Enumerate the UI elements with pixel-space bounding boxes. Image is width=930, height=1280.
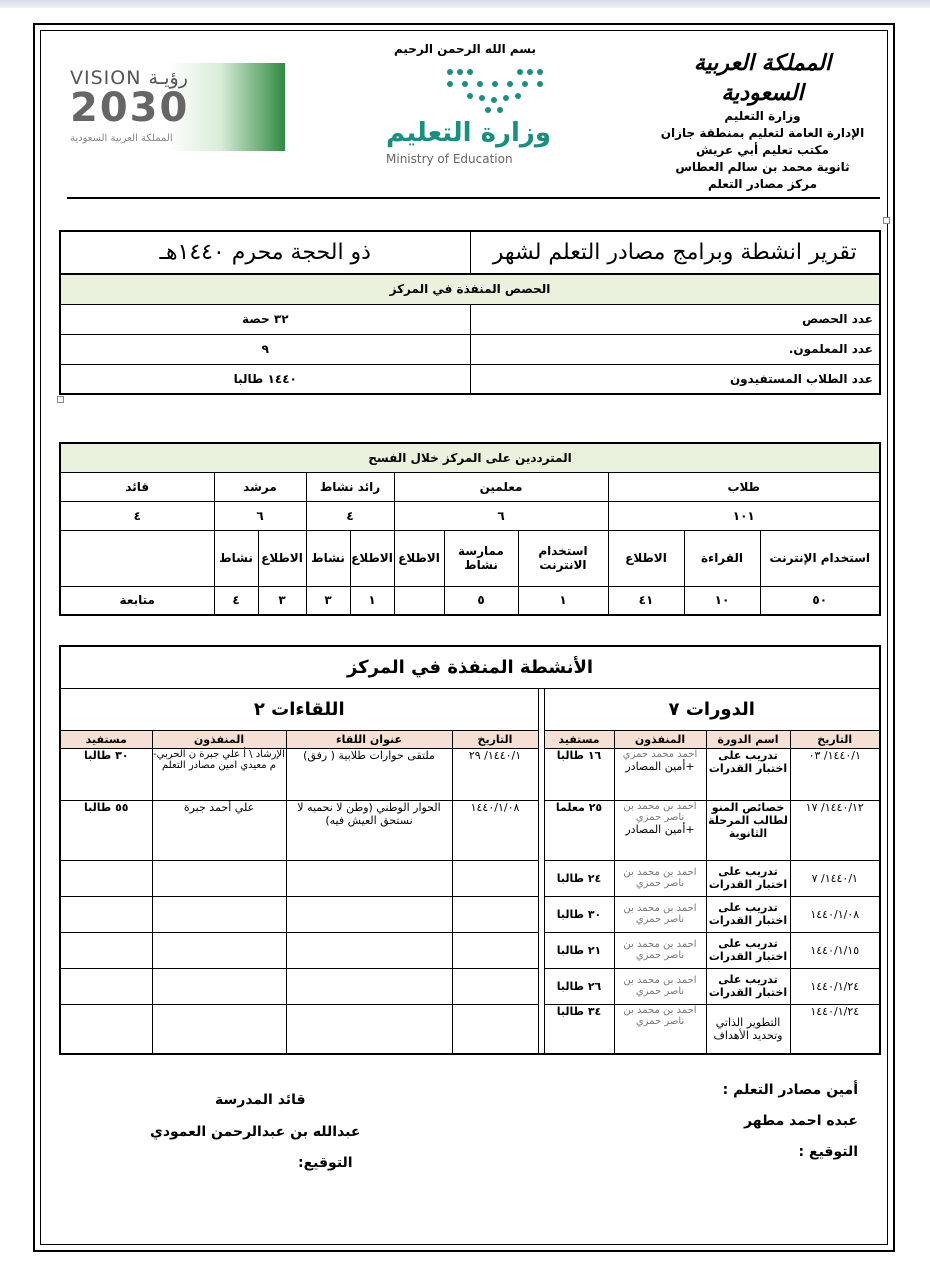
group-count: ٤ xyxy=(306,501,394,530)
course-beneficiaries: ٢١ طالبا xyxy=(544,932,614,968)
group-header: رائد نشاط xyxy=(306,472,394,501)
sub-header: الاطلاع xyxy=(608,530,684,586)
ministry-header xyxy=(655,48,870,193)
row-value: ١٤٤٠ طالبا xyxy=(60,364,470,394)
course-name: تدريب على اختبار القدرات xyxy=(706,748,790,800)
course-beneficiaries: ١٦ طالبا xyxy=(544,748,614,800)
header-line: مكتب تعليم أبي عريش xyxy=(696,143,829,157)
col-header: مستفيد xyxy=(60,730,152,748)
sub-header: الاطلاع xyxy=(350,530,394,586)
lrc-keeper-title: أمين مصادر التعلم : xyxy=(722,1082,858,1098)
course-date: ١٤٤٠/١/ ٠٣ xyxy=(790,748,880,800)
course-name: خصائص المنو لطالب المرحلة الثانوية xyxy=(706,800,790,860)
course-beneficiaries: ٣٠ طالبا xyxy=(544,896,614,932)
header-line: وزارة التعليم xyxy=(724,109,801,123)
visitors-title: المترددين على المركز خلال الفسح xyxy=(60,443,880,472)
ministry-of-education-logo xyxy=(370,66,560,166)
window-top-bar xyxy=(0,0,930,8)
header-line: ثانوية محمد بن سالم العطاس xyxy=(675,160,850,174)
group-count: ٦ xyxy=(394,501,608,530)
group-count: ٤ xyxy=(60,501,214,530)
course-beneficiaries: ٢٦ طالبا xyxy=(544,968,614,1004)
sub-header: استخدام الإنترنت xyxy=(760,530,880,586)
table-move-handle[interactable] xyxy=(883,217,890,224)
course-date: ١٤٤٠/١/٢٤ xyxy=(790,968,880,1004)
principal-name: عبدالله بن عبدالرحمن العمودي xyxy=(150,1124,361,1140)
sub-value: متابعة xyxy=(60,586,214,615)
meeting-presenters: علي أحمد جبرة xyxy=(152,800,286,860)
basmala: بسم الله الرحمن الرحيم xyxy=(393,42,537,56)
course-trainer: احمد بن محمد بن ناصر حمزي xyxy=(614,968,706,1004)
course-trainer: احمد بن محمد بن ناصر حمزي xyxy=(614,1004,706,1054)
sub-value: ١ xyxy=(350,586,394,615)
course-trainer: احمد بن محمد بن ناصر حمزي xyxy=(614,932,706,968)
col-header: عنوان اللقاء xyxy=(286,730,452,748)
report-title: تقرير انشطة وبرامج مصادر التعلم لشهر xyxy=(470,231,880,274)
vision-label: VISION رؤيـة xyxy=(70,67,188,89)
row-label: عدد الطلاب المستفيدون xyxy=(470,364,880,394)
activities-title: الأنشطة المنفذة في المركز xyxy=(60,646,880,688)
course-trainer: احمد بن محمد بن ناصر حمزي xyxy=(614,860,706,896)
page-border-inner xyxy=(40,30,888,1245)
center-header xyxy=(345,42,585,166)
meeting-beneficiaries: ٥٥ طالبا xyxy=(60,800,152,860)
meeting-date: ١٤٤٠/١/٠٨ xyxy=(452,800,538,860)
lrc-keeper-signature: التوقيع : xyxy=(798,1144,858,1160)
group-count: ٦ xyxy=(214,501,306,530)
principal-signature: التوقيع: xyxy=(298,1155,353,1171)
moe-english-text: Ministry of Education xyxy=(386,152,513,166)
sub-value: ١٠ xyxy=(684,586,760,615)
sub-value: ١ xyxy=(518,586,608,615)
meeting-title: الحوار الوطني (وطن لا نحميه لا نستحق العيش فيه) xyxy=(286,800,452,860)
vision-country: المملكة العربية السعودية xyxy=(70,133,173,144)
group-header: مرشد xyxy=(214,472,306,501)
moe-dots-icon xyxy=(370,66,560,118)
sub-value: ٥ xyxy=(444,586,518,615)
header-line: مركز مصادر التعلم xyxy=(707,177,818,191)
course-name: التطوير الذاتي وتحديد الأهداف xyxy=(706,1004,790,1054)
principal-title: قائد المدرسة xyxy=(215,1092,306,1108)
meeting-beneficiaries: ٣٠ طالبا xyxy=(60,748,152,800)
course-date: ١٤٤٠/١/١٥ xyxy=(790,932,880,968)
col-header: التاريخ xyxy=(790,730,880,748)
course-beneficiaries: ٣٤ طالبا xyxy=(544,1004,614,1054)
col-header: مستفيد xyxy=(544,730,614,748)
sessions-table xyxy=(59,230,881,395)
sub-value: ٤ xyxy=(214,586,258,615)
group-header: طلاب xyxy=(608,472,880,501)
col-header: المنفذون xyxy=(152,730,286,748)
table-resize-handle[interactable] xyxy=(57,396,64,403)
sub-value: ٥٠ xyxy=(760,586,880,615)
course-trainer: احمد بن محمد بن ناصر حمزي xyxy=(614,896,706,932)
course-date: ١٤٤٠/١/٠٨ xyxy=(790,896,880,932)
meeting-date: ١٤٤٠/١/ ٢٩ xyxy=(452,748,538,800)
course-trainer: احمد بن محمد بن ناصر حمزي xyxy=(623,800,697,823)
course-name: تدريب على اختبار القدرات xyxy=(706,860,790,896)
meetings-title: اللقاءات ٢ xyxy=(60,688,538,730)
sub-header: نشاط xyxy=(214,530,258,586)
kingdom-logo-text: المملكة العربية السعودية xyxy=(693,50,832,106)
moe-arabic-text: وزارة التعليم xyxy=(386,118,551,148)
sub-value: ٤١ xyxy=(608,586,684,615)
lrc-keeper-name: عبده احمد مطهر xyxy=(744,1113,858,1129)
col-header: التاريخ xyxy=(452,730,538,748)
row-label: عدد المعلمون. xyxy=(470,334,880,364)
col-header: اسم الدورة xyxy=(706,730,790,748)
sub-header: الاطلاع xyxy=(394,530,444,586)
vision-2030-logo xyxy=(70,63,285,151)
course-trainer: احمد محمد حمزي xyxy=(622,748,698,760)
meeting-presenters: الإرشاد \ أ علي جبرة ن الحربي- م معيدي امين مصادر التعلم xyxy=(152,748,286,800)
row-label: عدد الحصص xyxy=(470,304,880,334)
sub-header: ممارسة نشاط xyxy=(444,530,518,586)
activities-table xyxy=(59,645,881,1055)
sessions-section-title: الحصص المنفذة في المركز xyxy=(60,274,880,304)
sub-value: ٣ xyxy=(306,586,350,615)
col-header: المنفذون xyxy=(614,730,706,748)
row-value: ٣٢ حصة xyxy=(60,304,470,334)
sub-header: استخدام الانترنت xyxy=(518,530,608,586)
row-value: ٩ xyxy=(60,334,470,364)
sub-header: نشاط xyxy=(306,530,350,586)
course-date: ١٤٤٠/١/٢٤ xyxy=(790,1004,880,1054)
course-name: تدريب على اختبار القدرات xyxy=(706,968,790,1004)
sub-header xyxy=(60,530,214,586)
meeting-title: ملتقى حوارات طلابية ( رفق) xyxy=(286,748,452,800)
group-count: ١٠١ xyxy=(608,501,880,530)
vision-year: 2030 xyxy=(70,85,190,131)
group-header: معلمين xyxy=(394,472,608,501)
sub-value xyxy=(394,586,444,615)
report-period: ذو الحجة محرم ١٤٤٠هـ xyxy=(60,231,470,274)
sub-header: القراءة xyxy=(684,530,760,586)
courses-title: الدورات ٧ xyxy=(544,688,880,730)
course-name: تدريب على اختبار القدرات xyxy=(706,932,790,968)
course-trainer-extra: +أمين المصادر xyxy=(625,759,695,773)
course-beneficiaries: ٢٥ معلما xyxy=(544,800,614,860)
sub-value: ٣ xyxy=(258,586,306,615)
header-divider xyxy=(67,197,880,199)
course-name: تدريب على اختبار القدرات xyxy=(706,896,790,932)
course-trainer-extra: +أمين المصادر xyxy=(625,822,695,836)
visitors-table xyxy=(59,442,881,616)
header-line: الإدارة العامة لتعليم بمنطقة جازان xyxy=(660,126,865,140)
course-date: ١٤٤٠/١٢/ ١٧ xyxy=(790,800,880,860)
course-beneficiaries: ٢٤ طالبا xyxy=(544,860,614,896)
course-date: ١٤٤٠/١/ ٧ xyxy=(790,860,880,896)
sub-header: الاطلاع xyxy=(258,530,306,586)
group-header: قائد xyxy=(60,472,214,501)
